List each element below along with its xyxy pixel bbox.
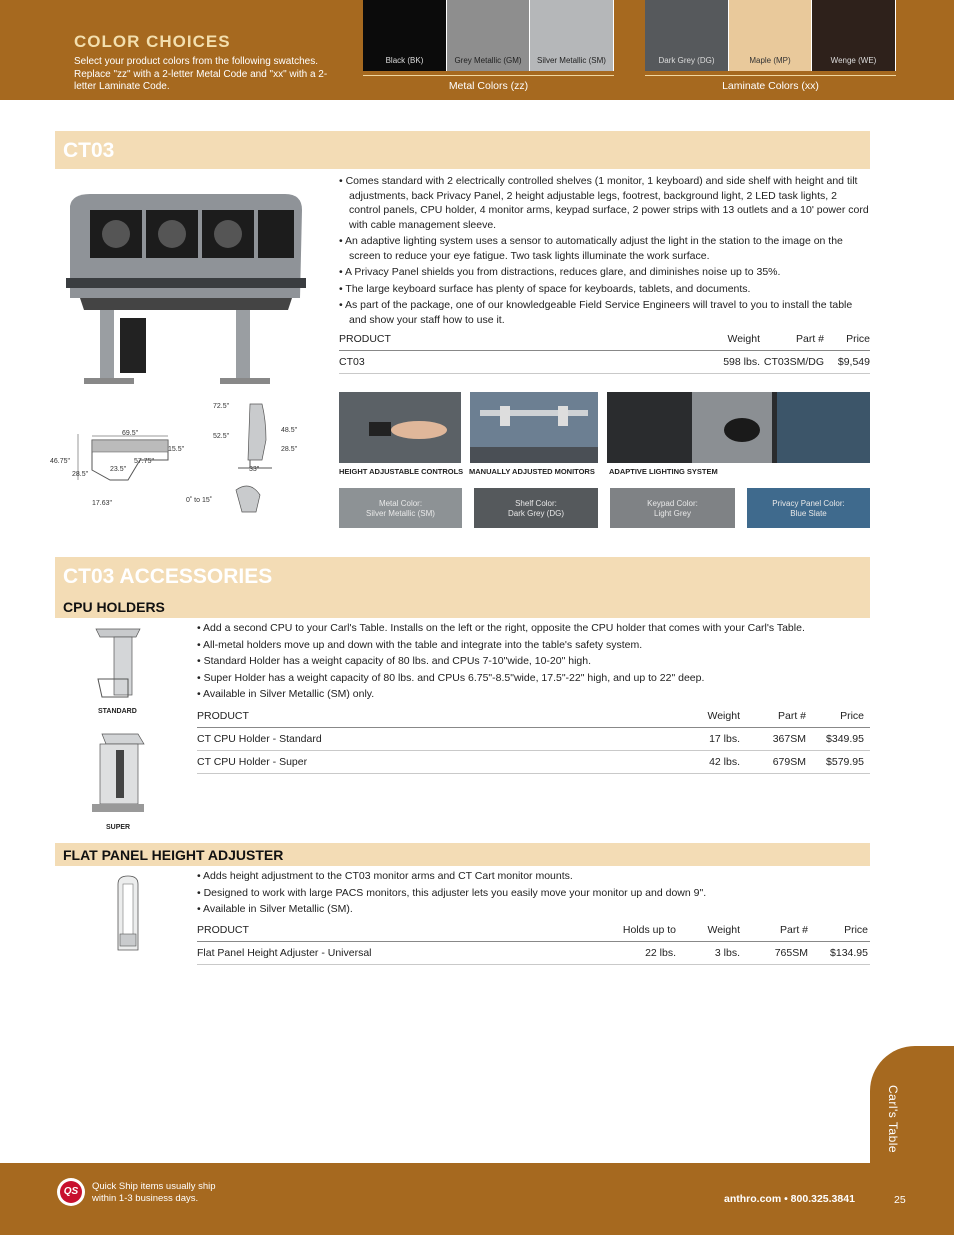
table-row: CT CPU Holder - Standard 17 lbs. 367SM $349.95	[197, 728, 870, 751]
swatch-dark-grey: Dark Grey (DG)	[645, 0, 729, 71]
cpu-feature: • All-metal holders move up and down with the table and integrate into the table's safety system.	[197, 638, 870, 653]
super-caption: SUPER	[106, 824, 131, 831]
dim-tilt: 0˚ to 15˚	[186, 497, 213, 504]
metal-color-box: Metal Color: Silver Metallic (SM)	[339, 488, 462, 528]
adaptive-lighting-photo	[607, 392, 870, 463]
metal-divider	[363, 75, 614, 76]
cpu-holder-features	[197, 621, 870, 704]
quick-ship-note: Quick Ship items usually ship within 1-3 business days.	[92, 1181, 216, 1204]
color-choices-title: COLOR CHOICES	[74, 32, 231, 51]
flat-panel-features	[197, 869, 870, 919]
ct03-feature: • Comes standard with 2 electrically controlled shelves (1 monitor, 1 keyboard) and side shelf with height and tilt adjustments, back Privacy Panel, 2 height adjustable legs, footrest, background light, 2 LED task lights, 2 control panels, CPU holder, 4 monitor arms, keypad surface, 2 power strips with 13 outlets and a 10' power cord with cable management sleeve.	[339, 174, 870, 232]
ct03-price-table	[339, 328, 870, 374]
dim-inner-width: 57.75"	[134, 458, 155, 465]
flat-panel-feature: • Adds height adjustment to the CT03 monitor arms and CT Cart monitor mounts.	[197, 869, 870, 884]
dim-width: 69.5"	[122, 430, 139, 437]
ct03-feature: • A Privacy Panel shields you from distractions, reduces glare, and diminishes noise up to 35%.	[339, 265, 870, 280]
table-header-row: PRODUCT Holds up to Weight Part # Price	[197, 919, 870, 942]
ct03-header	[55, 131, 870, 169]
ct03-title: CT03	[63, 139, 115, 162]
laminate-divider	[645, 75, 896, 76]
section-tab	[870, 1046, 954, 1166]
page-number: 25	[894, 1194, 906, 1206]
cpu-holders-header	[55, 595, 870, 618]
table-row: CT03 598 lbs. CT03SM/DG $9,549	[339, 351, 870, 374]
laminate-colors-label: Laminate Colors (xx)	[722, 80, 819, 92]
quick-ship-logo	[57, 1178, 85, 1206]
ct03-feature: • An adaptive lighting system uses a sensor to automatically adjust the light in the station to the image on the screen to reduce your eye fatigue. Two task lights illuminate the work surface.	[339, 234, 870, 263]
dim-keyboard-depth: 23.5"	[110, 466, 127, 473]
flat-panel-price-table	[197, 919, 870, 965]
ct03-features	[339, 174, 870, 329]
metal-swatches	[363, 0, 614, 72]
table-row: Flat Panel Height Adjuster - Universal 22 lbs. 3 lbs. 765SM $134.95	[197, 942, 870, 965]
cpu-holder-super-image	[88, 730, 150, 820]
cpu-holder-standard-image	[88, 623, 148, 705]
dim-front: 17.63"	[92, 500, 113, 507]
dim-min-height: 52.5"	[213, 433, 230, 440]
height-controls-photo	[339, 392, 461, 463]
table-header-row: PRODUCT Weight Part # Price	[197, 705, 870, 728]
cpu-feature: • Available in Silver Metallic (SM) only.	[197, 687, 870, 702]
contact-info: anthro.com • 800.325.3841	[724, 1193, 855, 1205]
caption-monitor-arms: MANUALLY ADJUSTED MONITORS	[469, 467, 595, 476]
table-header-row: PRODUCT Weight Part # Price	[339, 328, 870, 351]
swatch-silver-metallic: Silver Metallic (SM)	[530, 0, 614, 71]
cpu-holders-title: CPU HOLDERS	[63, 599, 165, 615]
ct03-feature: • As part of the package, one of our knowledgeable Field Service Engineers will travel to you to install the table and show your staff how to use it.	[339, 298, 870, 327]
dim-shelf-max: 48.5"	[281, 427, 298, 434]
privacy-panel-color-box: Privacy Panel Color: Blue Slate	[747, 488, 870, 528]
swatch-grey-metallic: Grey Metallic (GM)	[447, 0, 530, 71]
dim-base: 33"	[249, 466, 260, 473]
dim-max-height: 72.5"	[213, 403, 230, 410]
swatch-wenge: Wenge (WE)	[812, 0, 896, 71]
section-tab-label: Carl's Table	[886, 1085, 900, 1154]
flat-panel-adjuster-image	[110, 872, 146, 964]
flat-panel-feature: • Available in Silver Metallic (SM).	[197, 902, 870, 917]
flat-panel-title: FLAT PANEL HEIGHT ADJUSTER	[63, 847, 284, 863]
cpu-feature: • Add a second CPU to your Carl's Table. Installs on the left or the right, opposite the CPU holder that comes with your Carl's Table.	[197, 621, 870, 636]
metal-colors-label: Metal Colors (zz)	[448, 80, 529, 92]
flat-panel-feature: • Designed to work with large PACS monitors, this adjuster lets you easily move your monitor up and down 9".	[197, 886, 870, 901]
shelf-color-box: Shelf Color: Dark Grey (DG)	[474, 488, 598, 528]
cpu-feature: • Standard Holder has a weight capacity of 80 lbs. and CPUs 7-10"wide, 10-20" high.	[197, 654, 870, 669]
accessories-title: CT03 ACCESSORIES	[63, 565, 273, 588]
laminate-swatches	[645, 0, 896, 72]
cpu-holder-price-table	[197, 705, 870, 774]
qs-icon: QS	[60, 1181, 82, 1203]
dim-shelf-min: 28.5"	[281, 446, 298, 453]
standard-caption: STANDARD	[98, 708, 137, 715]
accessories-header	[55, 557, 870, 595]
ct03-product-image	[60, 188, 310, 403]
color-choices-description: Select your product colors from the following swatches. Replace "zz" with a 2-letter Metal Code and "xx" with a 2-letter Laminate Code.	[74, 56, 328, 92]
dim-depth: 46.75"	[50, 458, 71, 465]
caption-adaptive-lighting: ADAPTIVE LIGHTING SYSTEM	[609, 467, 718, 476]
ct03-feature: • The large keyboard surface has plenty of space for keyboards, tablets, and documents.	[339, 282, 870, 297]
ct03-dimension-drawings	[50, 400, 310, 515]
monitor-arms-photo	[470, 392, 598, 463]
dim-inner-depth: 28.5"	[72, 471, 89, 478]
keypad-color-box: Keypad Color: Light Grey	[610, 488, 735, 528]
dim-side: 15.5"	[168, 446, 185, 453]
swatch-maple: Maple (MP)	[729, 0, 812, 71]
caption-height-controls: HEIGHT ADJUSTABLE CONTROLS	[339, 467, 464, 476]
table-row: CT CPU Holder - Super 42 lbs. 679SM $579.95	[197, 751, 870, 774]
swatch-black: Black (BK)	[363, 0, 447, 71]
flat-panel-header	[55, 843, 870, 866]
cpu-feature: • Super Holder has a weight capacity of 80 lbs. and CPUs 6.75"-8.5"wide, 17.5"-22" high, and up to 22" deep.	[197, 671, 870, 686]
